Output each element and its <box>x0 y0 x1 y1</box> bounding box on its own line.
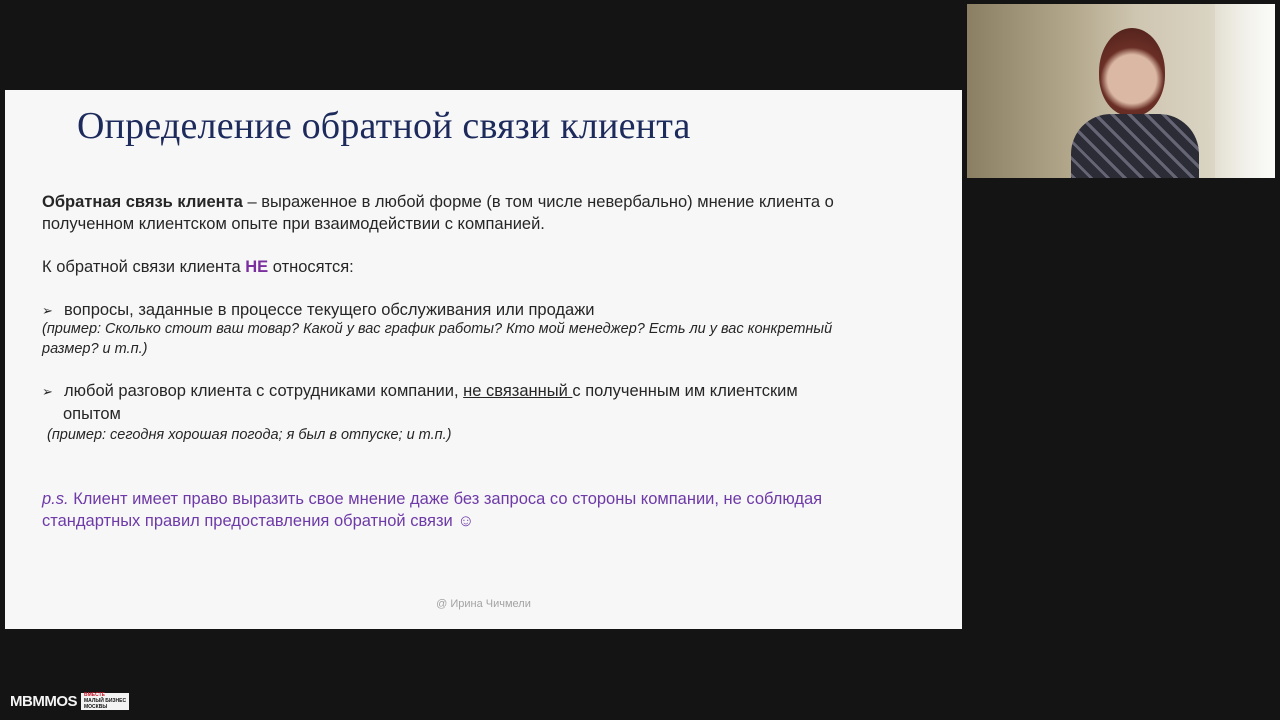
ps-note <box>42 488 922 532</box>
definition-paragraph <box>42 191 922 235</box>
bullet-underlined-text: не связанный <box>463 382 573 400</box>
logo-caption-red: ВМЕСТЕ <box>84 692 105 698</box>
bullet-text-continuation: опытом <box>63 405 121 423</box>
bullet-item-questions <box>42 299 922 322</box>
arrow-bullet-icon: ➢ <box>42 303 53 318</box>
not-related-prefix: К обратной связи клиента <box>42 258 246 276</box>
bullet-text-after: с полученным им клиентским <box>572 382 798 400</box>
slide-footer-author: @ Ирина Чичмели <box>436 598 531 610</box>
bullet-item-conversation <box>42 380 922 425</box>
not-highlight: НЕ <box>245 258 269 276</box>
not-related-heading <box>42 256 922 278</box>
ps-text: Клиент имеет право выразить свое мнение даже без запроса со стороны компании, не соблюдая стандартных правил предоставления обратной связи ☺ <box>42 490 823 530</box>
logo-caption-line1-text: МАЛЫЙ БИЗНЕС <box>84 698 127 704</box>
speaker-webcam-video <box>967 4 1275 178</box>
arrow-bullet-icon: ➢ <box>42 384 53 399</box>
ps-prefix: p.s. <box>42 490 69 508</box>
definition-term: Обратная связь клиента <box>42 193 243 211</box>
webcam-background-curtain <box>1215 4 1275 178</box>
bullet-text-before: любой разговор клиента с сотрудниками компании, <box>64 382 464 400</box>
bullet-example-conversation: (пример: сегодня хорошая погода; я был в отпуске; и т.п.) <box>47 427 452 443</box>
definition-text: – выраженное в любой форме (в том числе невербально) мнение клиента о полученном клиентском опыте при взаимодействии с компанией. <box>42 193 834 233</box>
speaker-head <box>1099 28 1165 116</box>
bullet-text: вопросы, заданные в процессе текущего обслуживания или продажи <box>64 301 595 319</box>
not-related-suffix: относятся: <box>268 258 354 276</box>
slide-title: Определение обратной связи клиента <box>77 105 691 147</box>
logo-caption-line1 <box>84 692 126 704</box>
logo-caption-line2: МОСКВЫ <box>84 704 108 710</box>
speaker-body <box>1071 114 1199 178</box>
logo-mark: MBMMOS <box>10 692 77 710</box>
presentation-slide <box>5 90 962 629</box>
logo-caption <box>81 693 129 710</box>
mbm-mos-logo <box>10 692 129 710</box>
bullet-example-questions: (пример: Сколько стоит ваш товар? Какой у вас график работы? Кто мой менеджер? Есть ли у вас конкретный размер? и т.п.) <box>42 321 833 357</box>
